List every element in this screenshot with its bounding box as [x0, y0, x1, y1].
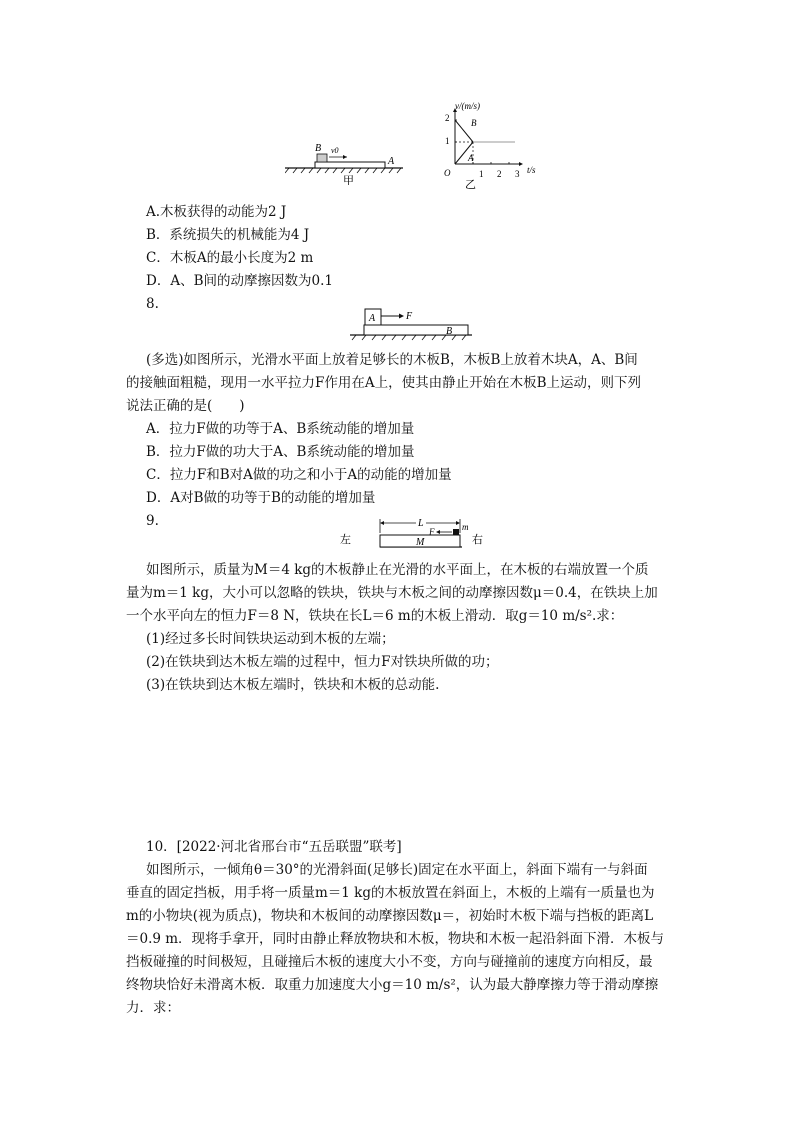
q8-option-c: C．拉力F和B对A做的功之和小于A的动能的增加量 [146, 467, 452, 483]
fig7-jia-diagram [285, 135, 425, 185]
q7-option-c: C．木板A的最小长度为2 m [146, 250, 314, 266]
xtick-3: 3 [515, 169, 520, 179]
q9-sub-2: (2)在铁块到达木板左端的过程中，恒力F对铁块所做的功； [146, 654, 499, 670]
board-m-label: M [416, 537, 425, 548]
q10-stem-7: 力．求： [126, 1000, 180, 1016]
graph-xlabel: t/s [527, 165, 536, 175]
length-l-label: L [418, 518, 424, 529]
q7-option-d: D．A、B间的动摩擦因数为0.1 [146, 273, 333, 289]
q10-stem-4: ＝0.9 m．现将手拿开，同时由静止释放物块和木板，物块和木板一起沿斜面下滑．木板与 [126, 931, 665, 947]
force-f-label: F [406, 311, 413, 322]
q9-diagram [338, 515, 488, 551]
q10-stem-2: 垂直的固定挡板，用手将一质量m＝1 kg的木板放置在斜面上，木板的上端有一质量也为 [126, 885, 655, 901]
line-b-label: B [471, 118, 477, 128]
block-a-label: A [369, 313, 376, 324]
q8-number: 8. [146, 296, 159, 312]
q8-option-d: D．A对B做的功等于B的动能的增加量 [146, 490, 376, 506]
mass-m-label: m [462, 522, 469, 532]
left-label: 左 [340, 534, 351, 546]
q8-stem-3: 说法正确的是( ) [126, 398, 245, 414]
board-a [315, 162, 385, 168]
right-label: 右 [472, 534, 483, 546]
q8-stem-1: (多选)如图所示，光滑水平面上放着足够长的木板B，木板B上放着木块A，A、B间 [146, 352, 638, 368]
xtick-1: 1 [479, 169, 484, 179]
ytick-1: 1 [445, 136, 450, 146]
block-b-label: B [315, 143, 322, 154]
q8-stem-2: 的接触面粗糙，现用一水平拉力F作用在A上，使其由静止开始在木板B上运动，则下列 [126, 375, 642, 391]
q10-header: 10．[2022·河北省邢台市“五岳联盟”联考] [146, 839, 402, 855]
q9-stem-2: 量为m＝1 kg，大小可以忽略的铁块，铁块与木板之间的动摩擦因数μ＝0.4，在铁块上加 [126, 585, 658, 601]
q9-sub-1: (1)经过多长时间铁块运动到木板的左端； [146, 631, 395, 647]
yi-label: 乙 [465, 179, 476, 190]
block-b [317, 154, 327, 162]
jia-label: 甲 [343, 175, 354, 185]
xtick-2: 2 [497, 169, 502, 179]
q10-stem-1: 如图所示，一倾角θ＝30°的光滑斜面(足够长)固定在水平面上，斜面下端有一与斜面 [146, 862, 648, 878]
iron-block-m [453, 529, 459, 535]
q9-stem-1: 如图所示，质量为M＝4 kg的木板静止在光滑的水平面上，在木板的右端放置一个质 [146, 562, 649, 578]
v0-label: v0 [331, 146, 339, 155]
fig7-vt-graph [438, 98, 548, 190]
q9-stem-3: 一个水平向左的恒力F＝8 N，铁块在长L＝6 m的木板上滑动．取g＝10 m/s².求： [126, 608, 624, 624]
board-b [364, 325, 468, 335]
graph-ylabel: v/(m/s) [455, 101, 480, 111]
force-f-label-q9: F [429, 527, 435, 537]
origin-label: O [444, 168, 451, 178]
ytick-2: 2 [445, 113, 450, 123]
board-a-label: A [388, 156, 395, 167]
line-a-label: A [468, 153, 474, 163]
q10-stem-3: m的小物块(视为质点)，物块和木板间的动摩擦因数μ＝，初始时木板下端与挡板的距离L [126, 908, 654, 924]
q7-option-a: A.木板获得的动能为2 J [146, 204, 287, 220]
x-axis-arrow [519, 162, 523, 166]
q7-option-b: B．系统损失的机械能为4 J [146, 227, 310, 243]
board-b-label: B [446, 326, 453, 337]
q10-stem-6: 终物块恰好未滑离木板．取重力加速度大小g＝10 m/s²，认为最大静摩擦力等于滑动摩擦 [126, 977, 659, 993]
q10-stem-5: 挡板碰撞的时间极短，且碰撞后木板的速度大小不变，方向与碰撞前的速度方向相反，最 [126, 954, 653, 970]
q8-option-b: B．拉力F做的功大于A、B系统动能的增加量 [146, 444, 415, 460]
q9-sub-3: (3)在铁块到达木板左端时，铁块和木板的总动能. [146, 677, 440, 693]
q9-number: 9. [146, 513, 159, 529]
q8-diagram [350, 302, 475, 342]
q8-option-a: A．拉力F做的功等于A、B系统动能的增加量 [146, 421, 415, 437]
